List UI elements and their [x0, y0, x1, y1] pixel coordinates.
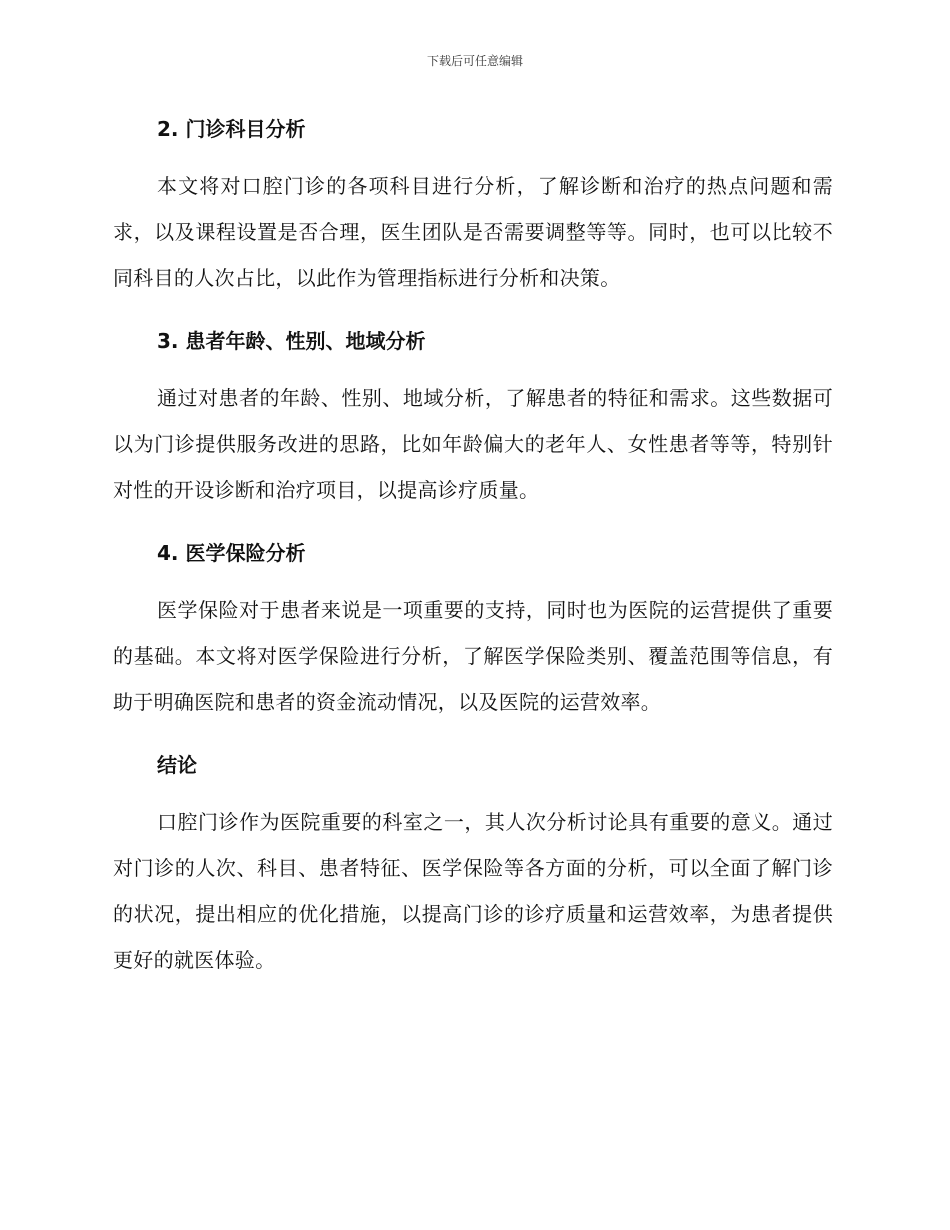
document-body: [113, 113, 833, 983]
page-header: 下载后可任意编辑: [426, 54, 523, 68]
section-patient-demographics: [113, 325, 833, 513]
section-heading: 2. 门诊科目分析: [157, 117, 306, 141]
section-heading: 4. 医学保险分析: [157, 541, 306, 565]
section-heading: 3. 患者年龄、性别、地域分析: [157, 329, 426, 353]
section-medical-insurance: [113, 537, 833, 725]
section-paragraph: 口腔门诊作为医院重要的科室之一，其人次分析讨论具有重要的意义。通过对门诊的人次、科目、患者特征、医学保险等各方面的分析，可以全面了解门诊的状况，提出相应的优化措施，以提高门诊的诊疗质量和运营效率，为患者提供更好的就医体验。: [113, 810, 833, 972]
section-paragraph: 医学保险对于患者来说是一项重要的支持，同时也为医院的运营提供了重要的基础。本文将对医学保险进行分析，了解医学保险类别、覆盖范围等信息，有助于明确医院和患者的资金流动情况，以及医院的运营效率。: [113, 598, 833, 714]
section-paragraph: 通过对患者的年龄、性别、地域分析，了解患者的特征和需求。这些数据可以为门诊提供服务改进的思路，比如年龄偏大的老年人、女性患者等等，特别针对性的开设诊断和治疗项目，以提高诊疗质量。: [113, 386, 833, 502]
section-conclusion: [113, 749, 833, 983]
section-heading: 结论: [157, 753, 197, 777]
section-outpatient-subjects: [113, 113, 833, 301]
section-paragraph: 本文将对口腔门诊的各项科目进行分析，了解诊断和治疗的热点问题和需求，以及课程设置是否合理，医生团队是否需要调整等等。同时，也可以比较不同科目的人次占比，以此作为管理指标进行分析和决策。: [113, 174, 833, 290]
